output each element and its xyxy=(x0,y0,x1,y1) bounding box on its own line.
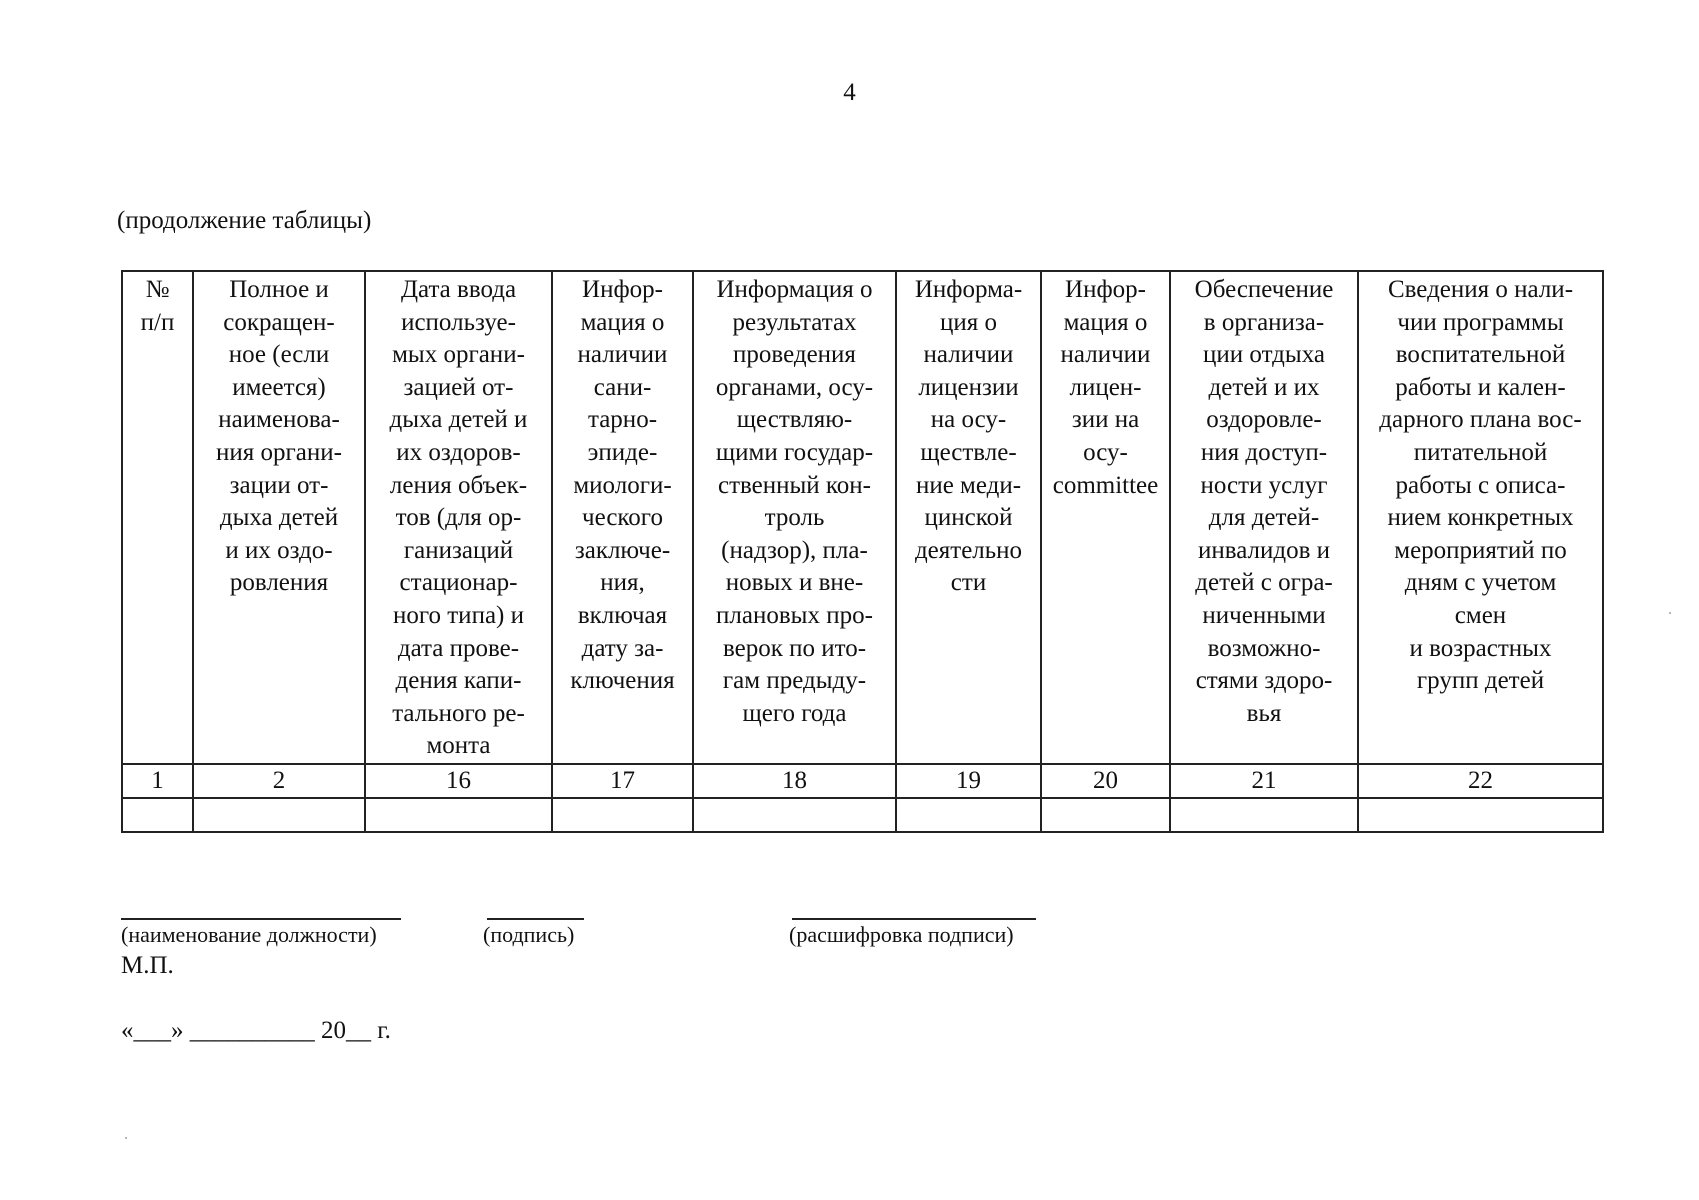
table-cell xyxy=(1358,798,1603,832)
table-row xyxy=(122,798,1603,832)
column-number: 19 xyxy=(896,764,1041,798)
stamp-mark: М.П. xyxy=(121,952,174,979)
column-number: 1 xyxy=(122,764,193,798)
table-cell xyxy=(693,798,896,832)
scan-speck xyxy=(1669,612,1671,614)
column-number: 2 xyxy=(193,764,365,798)
table-cell xyxy=(552,798,693,832)
column-header: Сведения о нали- чии программы воспитательной работы и кален- дарного плана вос- питательной работы с описа- нием конкретных мероприятий по дням с учетом смен и возрастных групп детей xyxy=(1358,271,1603,764)
column-header: Полное и сокращен- ное (если имеется) наименова- ния органи- зации от- дыха детей и их оздо- ровления xyxy=(193,271,365,764)
table-cell xyxy=(896,798,1041,832)
column-header: № п/п xyxy=(122,271,193,764)
continuation-note: (продолжение таблицы) xyxy=(117,207,372,234)
decoding-caption: (расшифровка подписи) xyxy=(789,922,1014,947)
column-header: Инфор- мация о наличии лицен- зии на осу- committee xyxy=(1041,271,1170,764)
position-caption: (наименование должности) xyxy=(121,922,377,947)
signature-line xyxy=(487,918,584,920)
scan-speck xyxy=(125,1137,127,1139)
table-cell xyxy=(1170,798,1358,832)
column-header: Обеспечение в организа- ции отдыха детей и их оздоровле- ния доступ- ности услуг для детей- инвалидов и детей с огра- ниченными возможно- стями здоро- вья xyxy=(1170,271,1358,764)
date-line: «___» __________ 20__ г. xyxy=(121,1017,391,1044)
position-line xyxy=(121,918,401,920)
table-cell xyxy=(122,798,193,832)
column-number: 20 xyxy=(1041,764,1170,798)
column-header: Инфор- мация о наличии сани- тарно- эпиде- миологи- ческого заключе- ния, включая дату за- ключения xyxy=(552,271,693,764)
column-header: Информа- ция о наличии лицензии на осу- ществле- ние меди- цинской деятельно сти xyxy=(896,271,1041,764)
decoding-line xyxy=(792,918,1036,920)
data-table xyxy=(121,270,1604,833)
column-number: 17 xyxy=(552,764,693,798)
table-header-row xyxy=(122,271,1603,764)
signature-caption: (подпись) xyxy=(483,922,575,947)
column-header: Дата ввода используе- мых органи- зацией от- дыха детей и их оздоров- ления объек- тов (для ор- ганизаций стационар- ного типа) и дата прове- дения капи- тального ре- монта xyxy=(365,271,552,764)
column-number: 22 xyxy=(1358,764,1603,798)
column-header: Информация о результатах проведения органами, осу- ществляю- щими государ- ственный кон- троль (надзор), пла- новых и вне- плановых про- верок по ито- гам предыду- щего года xyxy=(693,271,896,764)
column-number: 16 xyxy=(365,764,552,798)
column-number-row xyxy=(122,764,1603,798)
page-number: 4 xyxy=(843,79,856,106)
column-number: 21 xyxy=(1170,764,1358,798)
column-number: 18 xyxy=(693,764,896,798)
table-cell xyxy=(193,798,365,832)
table-cell xyxy=(1041,798,1170,832)
table-cell xyxy=(365,798,552,832)
